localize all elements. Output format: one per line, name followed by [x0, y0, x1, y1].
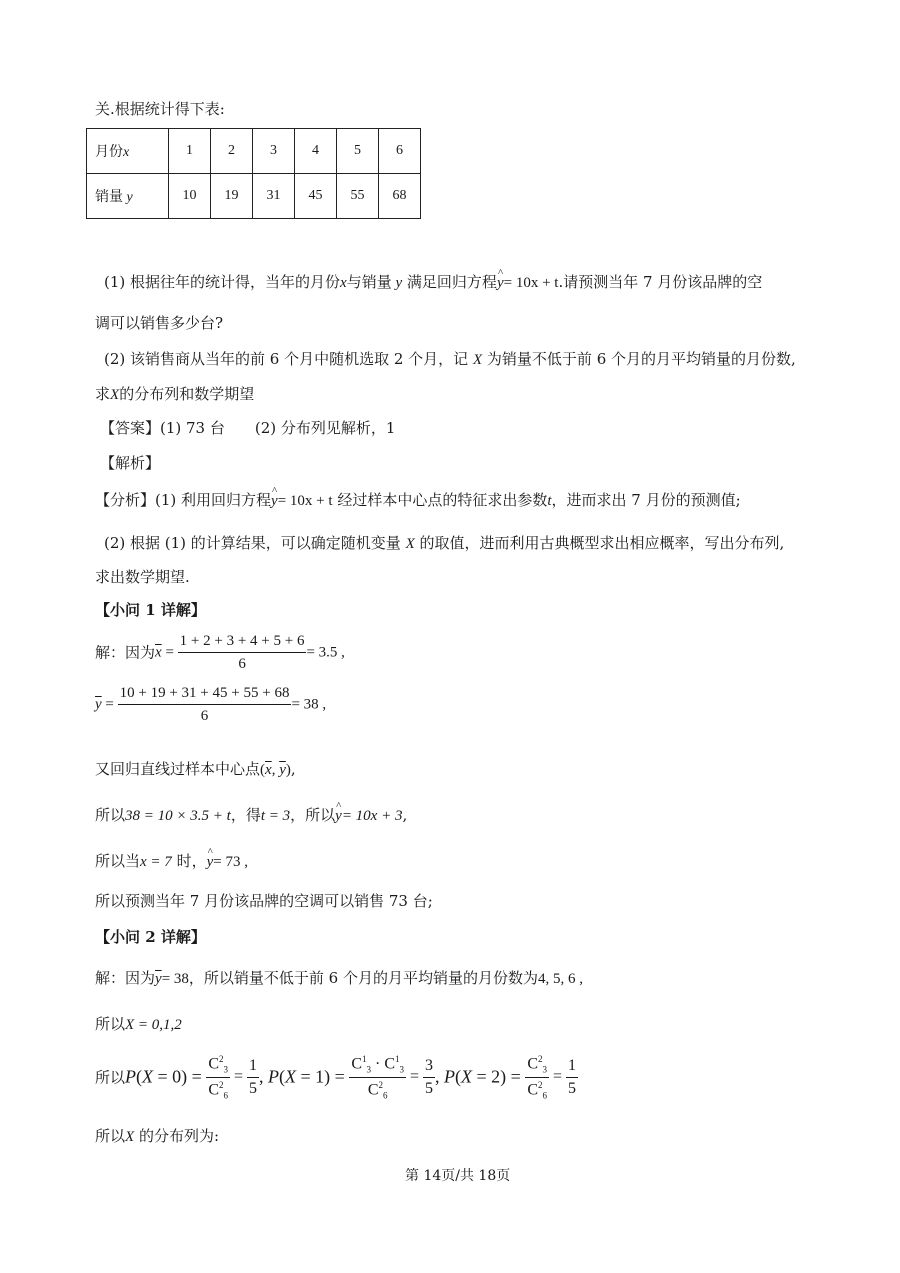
p1-fraction: $\frac{C^1_3 \cdot C^1_3}{C^2_6}$	[351, 1054, 404, 1101]
table-header-month: 月份x	[87, 129, 169, 174]
xbar-equation: 解：因为$\overline{x}$ = $\frac{1 + 2 + 3 + 4 + 5 + 6}{6}$ = 3.5 ,	[95, 633, 345, 672]
table-cell: 4	[295, 129, 337, 174]
sub-2-heading: 【小问 2 详解】	[95, 928, 206, 946]
ybar-equation: $\overline{y}$ = $\frac{10 + 19 + 31 + 45 + 55 + 68}{6}$ = 38 ,	[95, 685, 327, 724]
question-2-line-2: 求X的分布列和数学期望	[95, 385, 255, 403]
table-header-sales: 销量 y	[87, 174, 169, 219]
p2-fraction: $\frac{C^2_3}{C^2_6}$	[527, 1054, 547, 1101]
ybar-fraction: $\frac{10 + 19 + 31 + 45 + 55 + 68}{6}$	[119, 685, 290, 724]
table-cell: 1	[169, 129, 211, 174]
question-1-line-1: (1) 根据往年的统计得，当年的月份x与销量 y 满足回归方程^ y= 10x + t.请预测当年 7 月份该品牌的空	[104, 273, 762, 292]
table-cell: 5	[337, 129, 379, 174]
p1-result: $\frac{3}{5}$	[425, 1056, 434, 1097]
probability-equations: 所以P(X = 0) = $\frac{C^2_3}{C^2_6}$ = $\frac{1}{5}$ , P(X = 1) = $\frac{C^1_3 \cdot C^1_3}{C^2_6}$ = $\frac{3}{5}$ , P(X = 2) = $\frac{C^2_3}{C^2_6}$ = $\frac{1}{5}$	[95, 1054, 577, 1101]
p0-result: $\frac{1}{5}$	[249, 1056, 258, 1097]
p0-fraction: $\frac{C^2_3}{C^2_6}$	[208, 1054, 228, 1101]
question-2-line-1: (2) 该销售商从当年的前 6 个月中随机选取 2 个月，记 X 为销量不低于前 6 个月的月平均销量的月份数,	[104, 350, 796, 368]
p2-result: $\frac{1}{5}$	[568, 1056, 577, 1097]
table-cell: 19	[211, 174, 253, 219]
analysis-line-1: 【分析】(1) 利用回归方程^ y= 10x + t 经过样本中心点的特征求出参数t，进而求出 7 月份的预测值;	[95, 491, 741, 510]
table-cell: 68	[379, 174, 421, 219]
analysis-heading: 【解析】	[100, 454, 161, 472]
table-cell: 55	[337, 174, 379, 219]
page-footer: 第 14页/共 18页	[405, 1168, 511, 1184]
table-row-sales	[87, 174, 421, 219]
months-line: 解：因为$\overline{y}= 38$，所以销量不低于前 6 个月的月平均销量的月份数为4, 5, 6 ,	[95, 969, 583, 987]
predict-conclusion: 所以预测当年 7 月份该品牌的空调可以销售 73 台;	[95, 892, 433, 910]
intro-text: 关.根据统计得下表:	[95, 100, 225, 118]
solve-t-line: 所以38 = 10 × 3.5 + t，得t = 3，所以^ y= 10x + 3,	[95, 806, 407, 825]
xbar-fraction: $\frac{1 + 2 + 3 + 4 + 5 + 6}{6}$	[179, 633, 305, 672]
analysis-line-2: (2) 根据 (1) 的计算结果，可以确定随机变量 X 的取值，进而利用古典概型求出相应概率，写出分布列,	[104, 534, 785, 552]
table-cell: 6	[379, 129, 421, 174]
table-cell: 2	[211, 129, 253, 174]
table-cell: 31	[253, 174, 295, 219]
distribution-line: 所以X 的分布列为:	[95, 1127, 220, 1145]
question-1-line-2: 调可以销售多少台?	[95, 314, 224, 332]
predict-value-line: 所以当x = 7 时，^ y= 73 ,	[95, 852, 248, 871]
table-cell: 45	[295, 174, 337, 219]
data-table	[86, 128, 421, 219]
answer-line: 【答案】(1) 73 台 (2) 分布列见解析，1	[100, 419, 396, 437]
x-values-line: 所以X = 0,1,2	[95, 1015, 182, 1033]
table-row-month	[87, 129, 421, 174]
sub-1-heading: 【小问 1 详解】	[95, 601, 206, 619]
center-point-line: 又回归直线过样本中心点($\overline{x}$, $\overline{y}$),	[95, 760, 296, 778]
table-cell: 3	[253, 129, 295, 174]
analysis-line-3: 求出数学期望.	[95, 568, 190, 586]
table-cell: 10	[169, 174, 211, 219]
